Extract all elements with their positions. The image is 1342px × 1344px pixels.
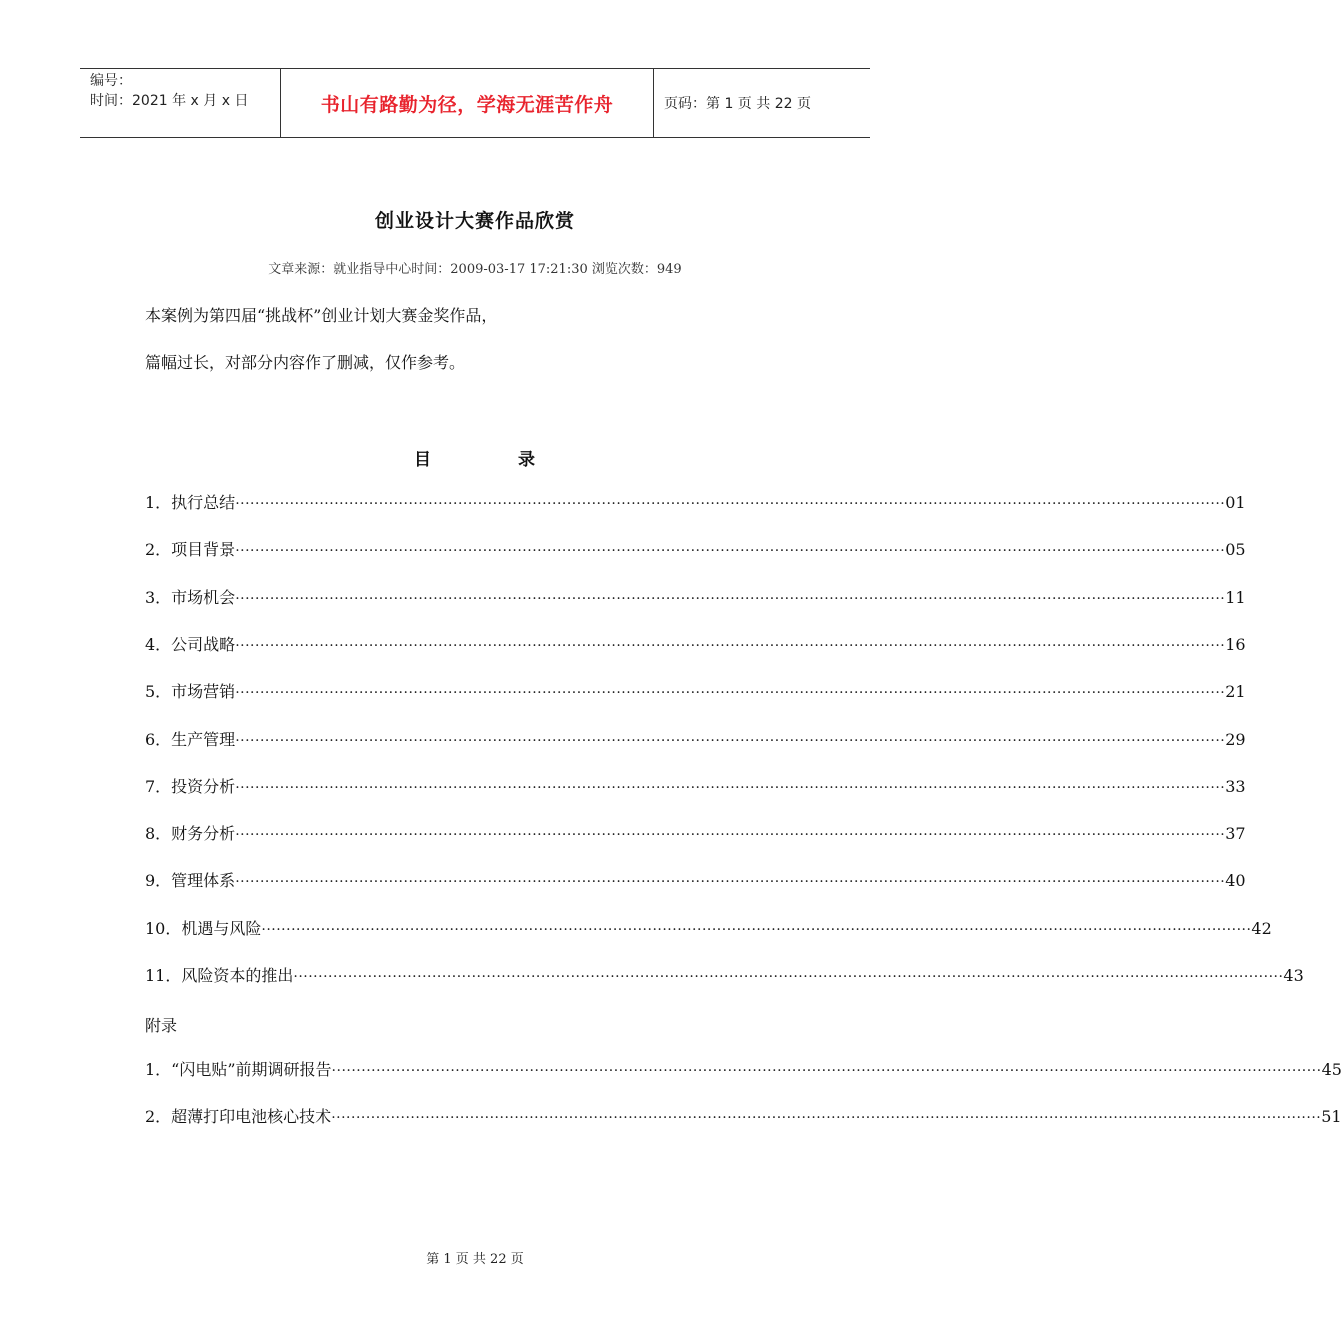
toc-entry-page: 33 [1225,776,1246,796]
toc-entry [145,1104,1342,1128]
toc-dot-leader: ········································································································································································································ [331,1063,1322,1079]
appendix-label: 附录 [145,1016,178,1035]
toc-entry [145,916,1272,940]
toc-entry-label: 4．公司战略 [145,634,236,654]
toc-entry [145,821,1246,845]
time-label: 时间：2021 年 x 月 x 日 [90,93,249,109]
toc-entry [145,679,1246,703]
toc-entry [145,963,1304,987]
toc-entry-page: 40 [1225,871,1246,891]
header-table [80,68,870,138]
document-title: 创业设计大赛作品欣赏 [374,210,575,232]
toc-entry-label: 2．超薄打印电池核心技术 [145,1107,332,1127]
toc-dot-leader: ········································································································································································································ [293,969,1284,985]
number-label: 编号： [90,73,132,89]
toc-entry-page: 43 [1283,966,1304,985]
toc-entry [145,490,1246,514]
toc-dot-leader: ········································································································································································································ [261,921,1252,938]
toc-entry [145,1057,1342,1081]
toc-entry-label: 1．“闪电贴”前期调研报告 [145,1060,332,1079]
toc-entry-label: 11．风险资本的推出 [145,966,294,985]
toc-heading-right: 录 [518,450,535,470]
toc-dot-leader: ········································································································································································································ [235,732,1226,749]
toc-dot-leader: ········································································································································································································ [235,637,1226,654]
toc-dot-leader: ········································································································································································································ [331,1110,1322,1127]
toc-entry-page: 16 [1225,634,1246,654]
toc-entry-label: 8．财务分析 [145,824,236,844]
toc-heading-left: 目 [414,450,431,470]
toc-entry-label: 1．执行总结 [145,493,236,512]
toc-entry [145,774,1246,798]
header-page-info: 页码：第 1 页 共 22 页 [664,96,811,112]
header-left-cell [80,69,281,137]
toc-entry-label: 2．项目背景 [145,540,236,560]
toc-entry-page: 42 [1251,918,1272,938]
toc-entry-page: 45 [1321,1060,1342,1079]
toc-dot-leader: ········································································································································································································ [235,590,1226,607]
toc-entry [145,537,1246,561]
toc-entry-label: 5．市场营销 [145,682,236,702]
toc-entry-page: 51 [1321,1107,1342,1127]
toc-entry-page: 29 [1225,729,1246,749]
toc-entry [145,727,1246,751]
toc-entry-page: 05 [1225,540,1246,560]
toc-entry-label: 9．管理体系 [145,871,236,891]
toc-entry [145,868,1246,892]
toc-dot-leader: ········································································································································································································ [235,874,1226,891]
toc-dot-leader: ········································································································································································································ [235,496,1226,512]
toc-entry-label: 3．市场机会 [145,587,236,607]
toc-dot-leader: ········································································································································································································ [235,543,1226,560]
toc-dot-leader: ········································································································································································································ [235,827,1226,844]
toc-dot-leader: ········································································································································································································ [235,685,1226,702]
toc-dot-leader: ········································································································································································································ [235,779,1226,796]
header-motto: 书山有路勤为径，学海无涯苦作舟 [281,69,654,137]
toc-entry [145,632,1246,656]
intro-line-2: 篇幅过长，对部分内容作了删减，仅作参考。 [145,353,466,372]
toc-entry [145,585,1246,609]
intro-line-1: 本案例为第四届“挑战杯”创业计划大赛金奖作品， [145,306,498,325]
footer-page-number: 第 1 页 共 22 页 [426,1252,524,1267]
toc-entry-label: 10．机遇与风险 [145,918,262,938]
document-meta: 文章来源：就业指导中心时间：2009-03-17 17:21:30 浏览次数：949 [268,262,682,277]
toc-entry-page: 01 [1225,493,1246,512]
toc-entry-page: 37 [1225,824,1246,844]
toc-entry-label: 6．生产管理 [145,729,236,749]
toc-entry-label: 7．投资分析 [145,776,236,796]
toc-entry-page: 11 [1225,587,1246,607]
toc-entry-page: 21 [1225,682,1246,702]
